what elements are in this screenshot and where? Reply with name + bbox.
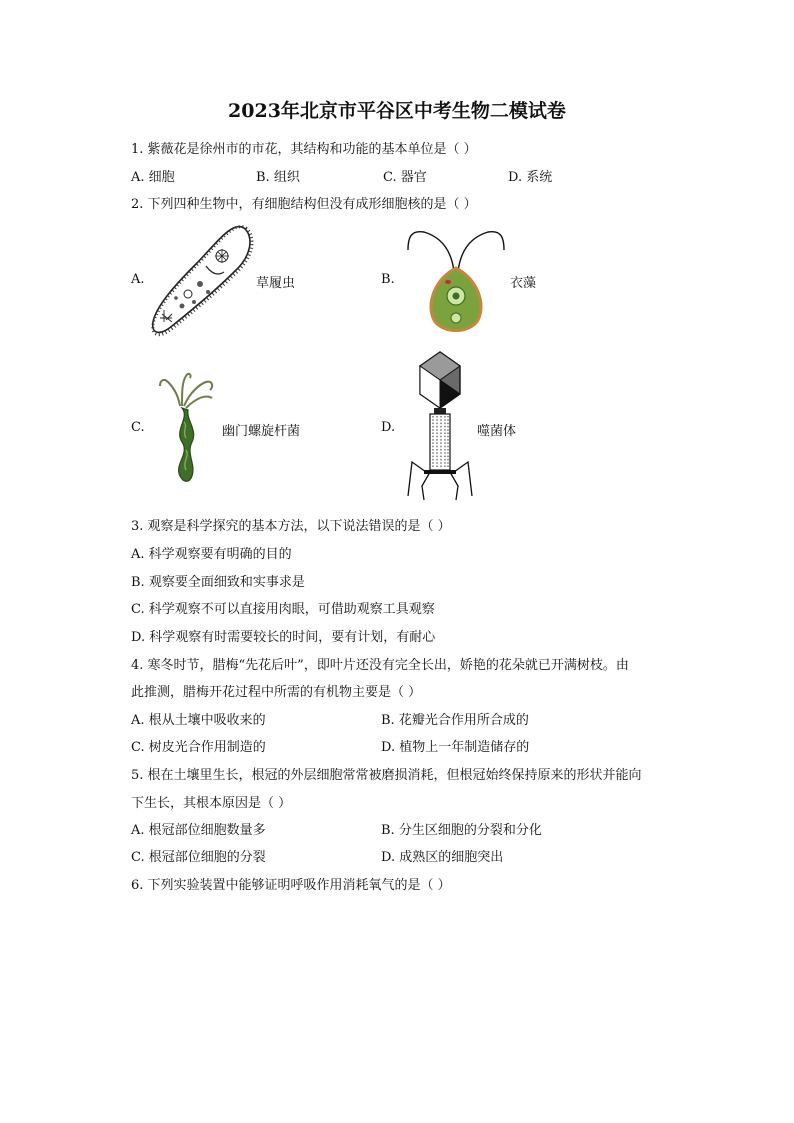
- q2-option-b-letter: B.: [381, 272, 395, 287]
- q3-option-c: C. 科学观察不可以直接用肉眼，可借助观察工具观察: [131, 602, 435, 617]
- q3-option-b: B. 观察要全面细致和实事求是: [131, 575, 305, 590]
- q1-stem: 1. 紫薇花是徐州市的市花，其结构和功能的基本单位是（ ）: [131, 142, 477, 157]
- q6-stem: 6. 下列实验装置中能够证明呼吸作用消耗氧气的是（ ）: [131, 878, 451, 893]
- q1-option-b: B. 组织: [256, 170, 300, 185]
- q3-option-d: D. 科学观察有时需要较长的时间，要有计划，有耐心: [131, 630, 436, 645]
- q2-option-c-letter: C.: [131, 420, 145, 435]
- q2-option-b-name: 衣藻: [510, 276, 537, 291]
- q5-stem-line2: 下生长，其根本原因是（ ）: [131, 796, 292, 811]
- q1-option-a: A. 细胞: [131, 170, 175, 185]
- chlamydomonas-icon: [404, 224, 508, 336]
- q2-option-d-name: 噬菌体: [477, 424, 517, 439]
- q4-option-c: C. 树皮光合作用制造的: [131, 740, 266, 755]
- q2-option-c-name: 幽门螺旋杆菌: [222, 424, 301, 439]
- bacteriophage-icon: [404, 350, 476, 502]
- page-title: 2023年北京市平谷区中考生物二模试卷: [228, 100, 566, 122]
- q5-option-b: B. 分生区细胞的分裂和分化: [381, 823, 542, 838]
- q3-option-a: A. 科学观察要有明确的目的: [131, 547, 292, 562]
- paramecium-icon: [148, 222, 256, 340]
- q5-stem-line1: 5. 根在土壤里生长，根冠的外层细胞常常被磨损消耗，但根冠始终保持原来的形状并能向: [131, 768, 642, 783]
- q5-option-a: A. 根冠部位细胞数量多: [131, 823, 266, 838]
- q4-option-b: B. 花瓣光合作用所合成的: [381, 713, 529, 728]
- q4-stem-line2: 此推测，腊梅开花过程中所需的有机物主要是（ ）: [131, 685, 422, 700]
- q5-option-c: C. 根冠部位细胞的分裂: [131, 850, 266, 865]
- q4-stem-line1: 4. 寒冬时节，腊梅“先花后叶”，即叶片还没有完全长出，娇艳的花朵就已开满树枝。由: [131, 658, 629, 673]
- q1-option-c: C. 器官: [383, 170, 427, 185]
- q2-option-a-letter: A.: [131, 272, 145, 287]
- q2-option-d-letter: D.: [381, 420, 396, 435]
- q5-option-d: D. 成熟区的细胞突出: [381, 850, 504, 865]
- q1-option-d: D. 系统: [508, 170, 553, 185]
- q2-option-a-name: 草履虫: [256, 276, 296, 291]
- q2-stem: 2. 下列四种生物中，有细胞结构但没有成形细胞核的是（ ）: [131, 197, 477, 212]
- q4-option-d: D. 植物上一年制造储存的: [381, 740, 530, 755]
- helicobacter-icon: [152, 366, 224, 492]
- q4-option-a: A. 根从土壤中吸收来的: [131, 713, 266, 728]
- q3-stem: 3. 观察是科学探究的基本方法，以下说法错误的是（ ）: [131, 519, 451, 534]
